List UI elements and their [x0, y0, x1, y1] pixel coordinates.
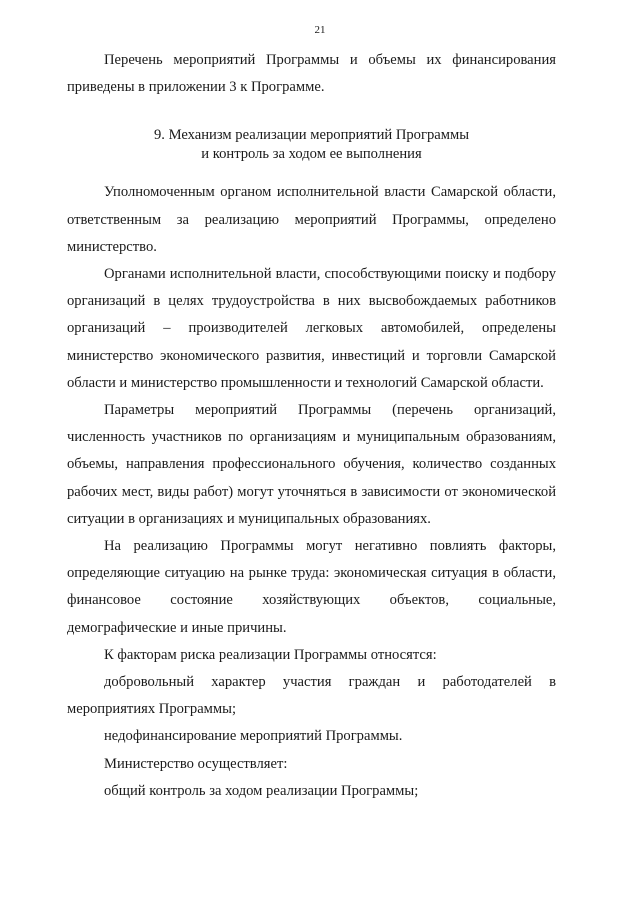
list-item-underfunding: недофинансирование мероприятий Программы. [104, 728, 403, 745]
paragraph-ministry: Министерство осуществляет: [104, 755, 288, 772]
paragraph-parameters: Параметры мероприятий Программы (перечень организаций, численность участников по организациям и муниципальным образованиям, объемы, направления профессионального обучения, количество созданных рабочих мест, виды работ) могут уточняться в зависимости от экономической ситуации в организациях и муниципальных образованиях. [67, 402, 556, 527]
paragraph-authorized-body: Уполномоченным органом исполнительной власти Самарской области, ответственным за реализацию мероприятий Программы, определено министерство. [67, 184, 556, 255]
list-item-general-control: общий контроль за ходом реализации Программы; [104, 782, 419, 799]
paragraph-risk-factors: К факторам риска реализации Программы относятся: [104, 646, 437, 663]
section-heading-line-2: и контроль за ходом ее выполнения [201, 146, 422, 163]
list-item-voluntary: добровольный характер участия граждан и работодателей в мероприятиях Программы; [67, 674, 556, 718]
paragraph-negative-factors: На реализацию Программы могут негативно повлиять факторы, определяющие ситуацию на рынке труда: экономическая ситуация в области, финансовое состояние хозяйствующих объектов, социальные, демографические и иные причины. [67, 538, 556, 636]
page-content [67, 47, 556, 805]
paragraph-executive-bodies: Органами исполнительной власти, способствующими поиску и подбору организаций в целях трудоустройства в них высвобождаемых работников организаций – производителей легковых автомобилей, определены министерство экономического развития, инвестиций и торговли Самарской области и министерство промышленности и технологий Самарской области. [67, 266, 556, 391]
page-number: 21 [314, 24, 326, 36]
section-heading [67, 126, 556, 164]
section-heading-line-1: 9. Механизм реализации мероприятий Программы [153, 127, 470, 144]
intro-paragraph: Перечень мероприятий Программы и объемы их финансирования приведены в приложении 3 к Программе. [67, 52, 556, 96]
